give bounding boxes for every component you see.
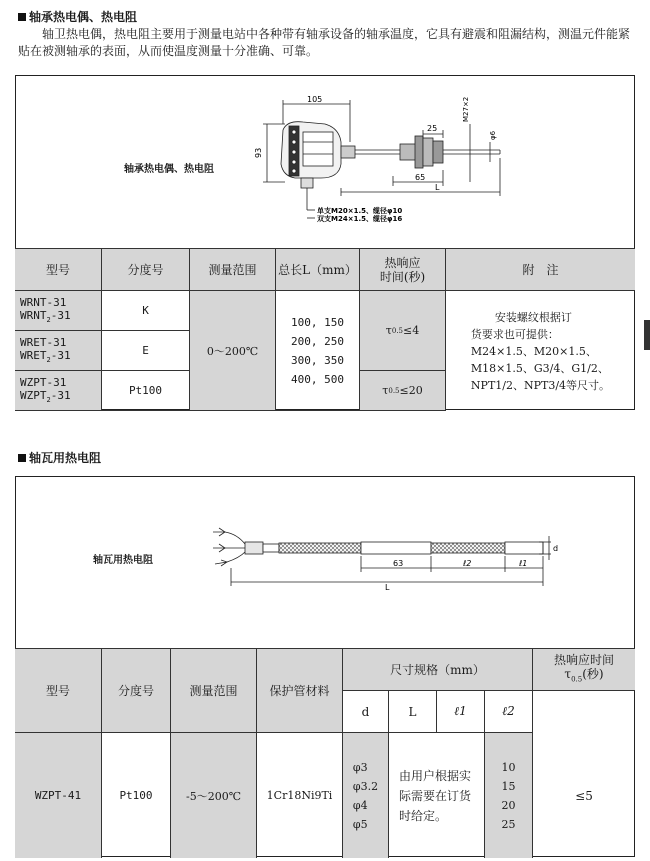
length-cell: 100, 150 200, 250 300, 350 400, 500 xyxy=(276,291,360,411)
table2-header-range: 测量范围 xyxy=(171,649,257,733)
table1-header-grad: 分度号 xyxy=(102,249,190,291)
table2-response-cell: ≤5 xyxy=(575,788,593,803)
dim-L-label: L xyxy=(435,183,440,192)
section2-title: 轴瓦用热电阻 xyxy=(18,449,101,466)
table1-header-response: 热响应 时间(秒) xyxy=(360,249,446,291)
table2-material-cell: 1Cr18Ni9Ti xyxy=(257,733,343,858)
square-bullet-icon xyxy=(18,13,26,21)
dim-25-label: 25 xyxy=(427,124,438,133)
bearing-sensor-drawing xyxy=(255,92,535,232)
table2-l2-cell: 10 15 20 25 xyxy=(485,733,533,858)
dim-65-label: 65 xyxy=(415,173,426,182)
square-bullet-icon xyxy=(18,454,26,462)
table2-L-note-cell: 由用户根据实际需要在订货时给定。 xyxy=(389,733,485,858)
model-cell-wret: WRET-31 $WRET_2-31$ xyxy=(15,331,102,371)
model-cell-wrnt: WRNT-31 $WRNT_2-31$ xyxy=(15,291,102,331)
dim-l2-label: ℓ2 xyxy=(463,559,472,568)
section1-table xyxy=(15,248,635,411)
dim-l1-label: ℓ1 xyxy=(519,559,528,568)
response-cell-20: τ 0.5 ≤20 xyxy=(360,371,446,411)
single-spec-label: 单支M20×1.5、缆径φ10 xyxy=(317,207,403,215)
grad-cell-pt100: Pt100 xyxy=(102,371,190,411)
page-edge-marker xyxy=(644,320,650,350)
table2-header-size: 尺寸规格（mm） xyxy=(343,649,533,691)
table1-header-range: 测量范围 xyxy=(190,249,276,291)
grad-cell-k: K xyxy=(102,291,190,331)
range-cell: 0～200℃ xyxy=(190,291,276,411)
table2-header-response: 热响应时间 $\tau_{0.5}$(秒) xyxy=(533,649,635,691)
table2-grad-cell: Pt100 xyxy=(102,733,171,858)
dim-L2-label: L xyxy=(385,583,390,592)
table2-subheader-d: d xyxy=(343,691,389,733)
dim-d-label: d xyxy=(553,544,559,553)
dim-93-label: 93 xyxy=(254,147,263,158)
table2-response-spacer xyxy=(533,691,635,733)
section1-intro: 轴卫热电偶，热电阻主要用于测量电站中各种带有轴承设备的轴承温度，它具有避震和阻漏结构，测温元件能紧贴在被测轴承的表面，从而使温度测量十分准确、可靠。 xyxy=(18,27,631,58)
double-spec-label: 双支M24×1.5、缆径φ16 xyxy=(317,215,403,223)
table2-d-cell: φ3 φ3.2 φ4 φ5 xyxy=(343,733,389,858)
dim-63-label: 63 xyxy=(393,559,404,568)
table2-subheader-l1: ℓ1 xyxy=(437,691,485,733)
table2-subheader-l2: ℓ2 xyxy=(485,691,533,733)
table1-header-model: 型号 xyxy=(15,249,102,291)
response-cell-4: τ 0.5 ≤4 xyxy=(360,291,446,371)
section2-table xyxy=(15,648,635,858)
section1-diagram-label: 轴承热电偶、热电阻 xyxy=(124,164,214,175)
table2-header-material: 保护管材料 xyxy=(257,649,343,733)
grad-cell-e: E xyxy=(102,331,190,371)
table2-header-grad: 分度号 xyxy=(102,649,171,733)
table1-header-notes: 附 注 xyxy=(446,249,635,291)
section1-title: 轴承热电偶、热电阻 xyxy=(18,8,137,25)
table2-header-model: 型号 xyxy=(15,649,102,733)
dim-m27-label: M27×2 xyxy=(462,96,470,122)
table2-model-cell: WZPT-41 xyxy=(15,733,102,858)
section2-diagram-label: 轴瓦用热电阻 xyxy=(93,555,153,566)
bearing-shell-rtd-drawing xyxy=(205,520,560,600)
table2-range-cell: -5～200℃ xyxy=(171,733,257,858)
table1-header-length: 总长L（mm） xyxy=(276,249,360,291)
table2-subheader-L: L xyxy=(389,691,437,733)
notes-cell: 安装螺纹根据订 货要求也可提供： M24×1.5、M20×1.5、 M18×1.5、G3/4、G1/2、 NPT1/2、NPT3/4等尺寸。 xyxy=(470,310,611,392)
dim-phi6-label: φ6 xyxy=(489,130,497,140)
dim-105-label: 105 xyxy=(307,95,323,104)
model-cell-wzpt: WZPT-31 $WZPT_2-31$ xyxy=(15,371,102,411)
